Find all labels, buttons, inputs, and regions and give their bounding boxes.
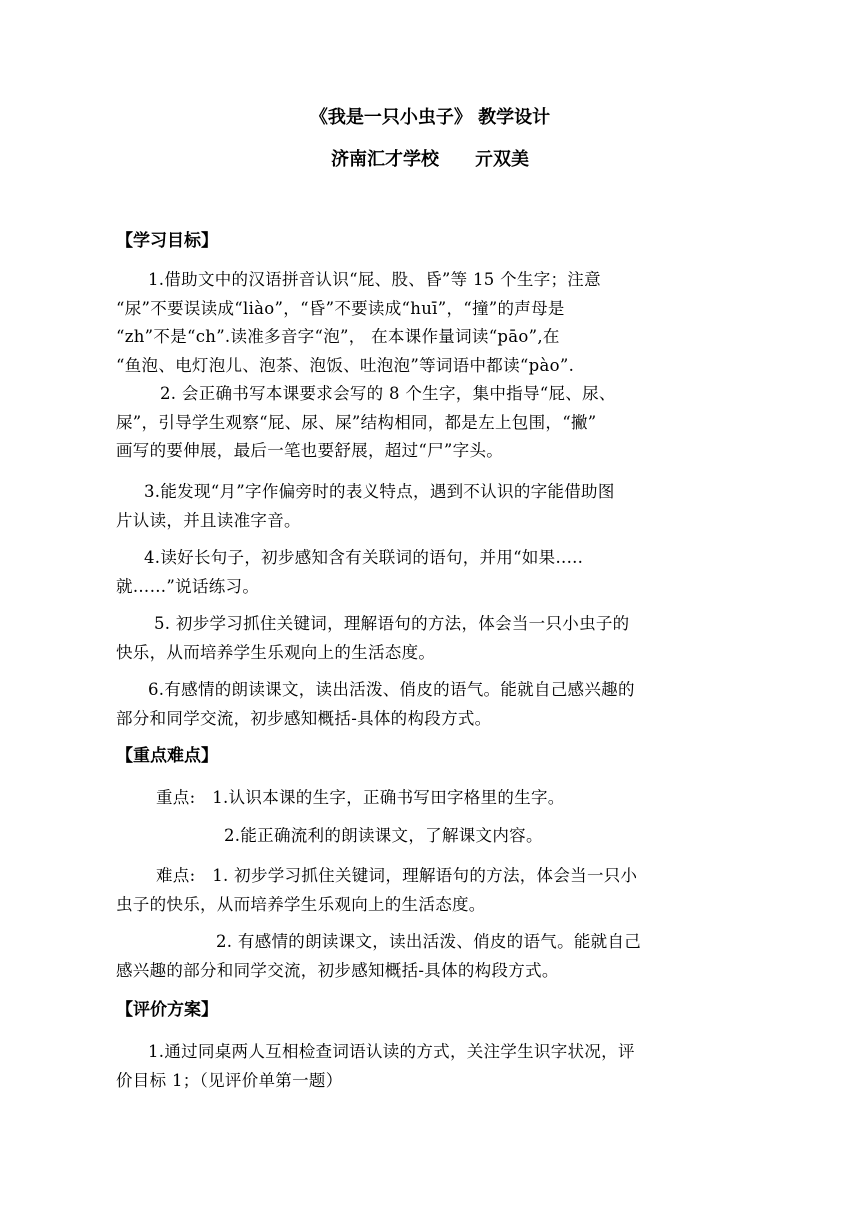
difficulty-1-line-1: 难点: 1. 初步学习抓住关键词，理解语句的方法，体会当一只小 — [156, 866, 638, 885]
goal-4-line-2: 就……”说话练习。 — [116, 576, 260, 596]
goal-1-line-4: “鱼泡、电灯泡儿、泡茶、泡饭、吐泡泡”等词语中都读“pào”. — [116, 355, 575, 375]
goal-1-line-3: “zh”不是“ch”.读准多音字“泡”， 在本课作量词读“pāo”,在 — [116, 327, 560, 346]
focus-1-text: 重点: 1.认识本课的生字，正确书写田字格里的生字。 — [156, 788, 565, 807]
focus-item-2 — [116, 822, 746, 851]
evaluation-1-line-2: 价目标 1；（见评价单第一题） — [116, 1070, 343, 1090]
goal-6-line-1: 6.有感情的朗读课文，读出活泼、俏皮的语气。能就自己感兴趣的 — [148, 680, 635, 699]
difficulty-2-line-1: 2. 有感情的朗读课文，读出活泼、俏皮的语气。能就自己 — [216, 932, 642, 951]
evaluation-1-line-1: 1.通过同桌两人互相检查词语认读的方式，关注学生识字状况，评 — [148, 1042, 635, 1061]
evaluation-item-1 — [116, 1038, 746, 1095]
difficulty-2-line-2: 感兴趣的部分和同学交流，初步感知概括-具体的构段方式。 — [116, 960, 559, 980]
goal-6-line-2: 部分和同学交流，初步感知概括-具体的构段方式。 — [116, 708, 492, 728]
section-heading-evaluation: 【评价方案】 — [116, 1000, 218, 1020]
difficulty-item-2 — [116, 928, 746, 985]
difficulty-1-line-2: 虫子的快乐，从而培养学生乐观向上的生活态度。 — [116, 894, 486, 914]
goal-1-line-1: 1.借助文中的汉语拼音认识“屁、股、昏”等 15 个生字；注意 — [148, 270, 601, 289]
section-heading-goals: 【学习目标】 — [116, 231, 218, 251]
goal-item-4 — [116, 544, 746, 601]
goal-2-line-1: 2. 会正确书写本课要求会写的 8 个生字，集中指导“屁、尿、 — [160, 384, 616, 403]
section-heading-key-points: 【重点难点】 — [116, 746, 218, 766]
goal-5-line-1: 5. 初步学习抓住关键词，理解语句的方法，体会当一只小虫子的 — [154, 614, 630, 633]
goal-1-line-2: “尿”不要误读成“liào”，“昏”不要读成“huī”，“撞”的声母是 — [116, 298, 565, 318]
focus-item-1 — [116, 784, 746, 813]
goal-3-line-2: 片认读，并且读准字音。 — [116, 510, 301, 530]
document-title: 《我是一只小虫子》 教学设计 — [309, 107, 551, 128]
goal-item-6 — [116, 676, 746, 733]
focus-2-text: 2.能正确流利的朗读课文，了解课文内容。 — [224, 826, 543, 845]
goal-item-5 — [116, 610, 746, 667]
goal-item-1 — [116, 266, 746, 380]
goal-5-line-2: 快乐，从而培养学生乐观向上的生活态度。 — [116, 642, 436, 662]
goal-2-line-3: 画写的要伸展，最后一笔也要舒展，超过“尸”字头。 — [116, 441, 504, 460]
document-author-line: 济南汇才学校 亓双美 — [331, 149, 529, 170]
goal-4-line-1: 4.读好长句子，初步感知含有关联词的语句，并用“如果..... — [144, 548, 584, 567]
goal-item-3 — [116, 478, 746, 535]
goal-3-line-1: 3.能发现“月”字作偏旁时的表义特点，遇到不认识的字能借助图 — [144, 482, 615, 501]
goal-item-2 — [116, 380, 746, 466]
goal-2-line-2: 屎”，引导学生观察“屁、尿、屎”结构相同，都是左上包围，“撇” — [116, 412, 597, 432]
difficulty-item-1 — [116, 862, 746, 919]
